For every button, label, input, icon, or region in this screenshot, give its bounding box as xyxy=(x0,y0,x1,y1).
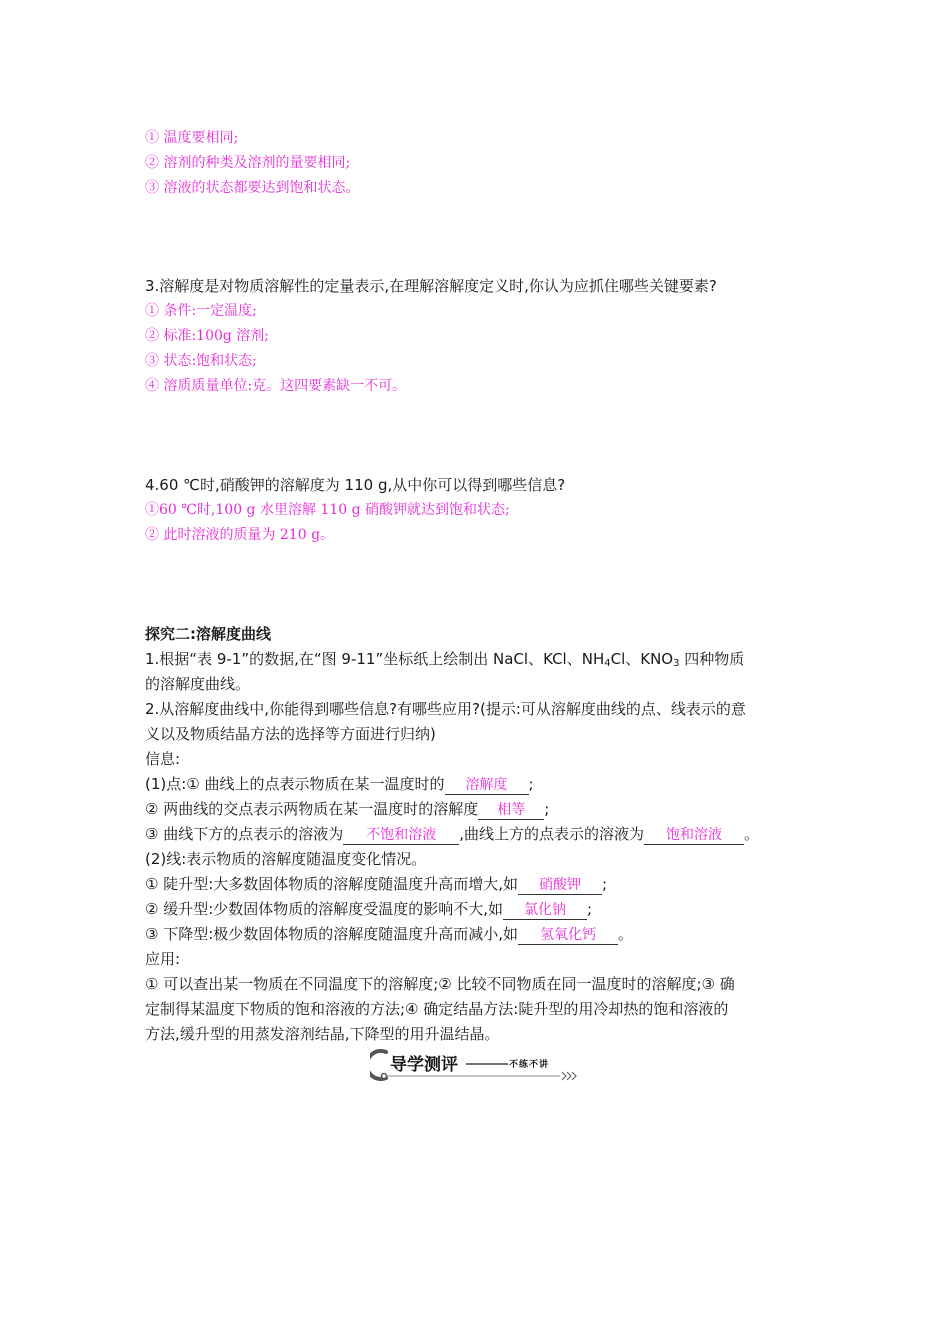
line-type-1: ① 陡升型:大多数固体物质的溶解度随温度升高而增大,如 硝酸钾 ; xyxy=(145,875,608,893)
explore2-q1-line2: 的溶解度曲线。 xyxy=(145,675,251,693)
point-line-2: ② 两曲线的交点表示两物质在某一温度时的溶解度 相等 ; xyxy=(145,800,550,818)
fill-blank: 饱和溶液 xyxy=(644,826,744,845)
answer-line: ③ 状态:饱和状态; xyxy=(145,353,257,369)
answer-line: ① 条件:一定温度; xyxy=(145,303,257,319)
application-label: 应用: xyxy=(145,950,181,968)
line-type-2: ② 缓升型:少数固体物质的溶解度受温度的影响不大,如 氯化钠 ; xyxy=(145,900,593,918)
explore2-q2-line2: 义以及物质结晶方法的选择等方面进行归纳) xyxy=(145,725,436,743)
fill-blank: 硝酸钾 xyxy=(518,876,602,895)
application-line: ① 可以查出某一物质在不同温度下的溶解度;② 比较不同物质在同一温度时的溶解度;③ 确 xyxy=(145,975,735,993)
section-heading: 探究二:溶解度曲线 xyxy=(145,625,271,643)
answer-line: ② 此时溶液的质量为 210 g。 xyxy=(145,527,335,543)
answer-line: ② 溶剂的种类及溶剂的量要相同; xyxy=(145,155,351,171)
answer-line: ① 温度要相同; xyxy=(145,130,239,146)
fill-blank: 氯化钠 xyxy=(503,901,587,920)
answer-line: ①60 ℃时,100 g 水里溶解 110 g 硝酸钾就达到饱和状态; xyxy=(145,502,510,518)
banner-title: 导学测评 xyxy=(390,1055,458,1075)
answer-line: ③ 溶液的状态都要达到饱和状态。 xyxy=(145,180,360,196)
fill-blank: 氢氧化钙 xyxy=(518,926,618,945)
fill-blank: 不饱和溶液 xyxy=(343,826,459,845)
fill-blank: 相等 xyxy=(478,801,544,820)
answer-line: ② 标准:100g 溶剂; xyxy=(145,328,270,344)
info-label: 信息: xyxy=(145,750,181,768)
application-line: 定制得某温度下物质的饱和溶液的方法;④ 确定结晶方法:陡升型的用冷却热的饱和溶液的 xyxy=(145,1000,729,1018)
point-line-3: ③ 曲线下方的点表示的溶液为 不饱和溶液 ,曲线上方的点表示的溶液为 饱和溶液 。 xyxy=(145,825,760,843)
banner-subtitle: 不练不讲 xyxy=(509,1060,550,1070)
line-intro: (2)线:表示物质的溶解度随温度变化情况。 xyxy=(145,850,427,868)
question-3: 3.溶解度是对物质溶解性的定量表示,在理解溶解度定义时,你认为应抓住哪些关键要素? xyxy=(145,277,717,295)
explore2-q1-line1: 1.根据“表 9-1”的数据,在“图 9-11”坐标纸上绘制出 NaCl、KCl、$NH_4Cl$、$KNO_3$ 四种物质 xyxy=(145,650,745,669)
line-type-3: ③ 下降型:极少数固体物质的溶解度随温度升高而减小,如 氢氧化钙 。 xyxy=(145,925,634,943)
fill-blank: 溶解度 xyxy=(445,776,529,795)
question-4: 4.60 ℃时,硝酸钾的溶解度为 110 g,从中你可以得到哪些信息? xyxy=(145,476,566,494)
application-line: 方法,缓升型的用蒸发溶剂结晶,下降型的用升温结晶。 xyxy=(145,1025,500,1043)
point-line-1: (1)点:① 曲线上的点表示物质在某一温度时的 溶解度 ; xyxy=(145,775,534,793)
section-banner xyxy=(370,1046,582,1082)
explore2-q2-line1: 2.从溶解度曲线中,你能得到哪些信息?有哪些应用?(提示:可从溶解度曲线的点、线表示的意 xyxy=(145,700,746,718)
answer-line: ④ 溶质质量单位:克。这四要素缺一不可。 xyxy=(145,378,407,394)
